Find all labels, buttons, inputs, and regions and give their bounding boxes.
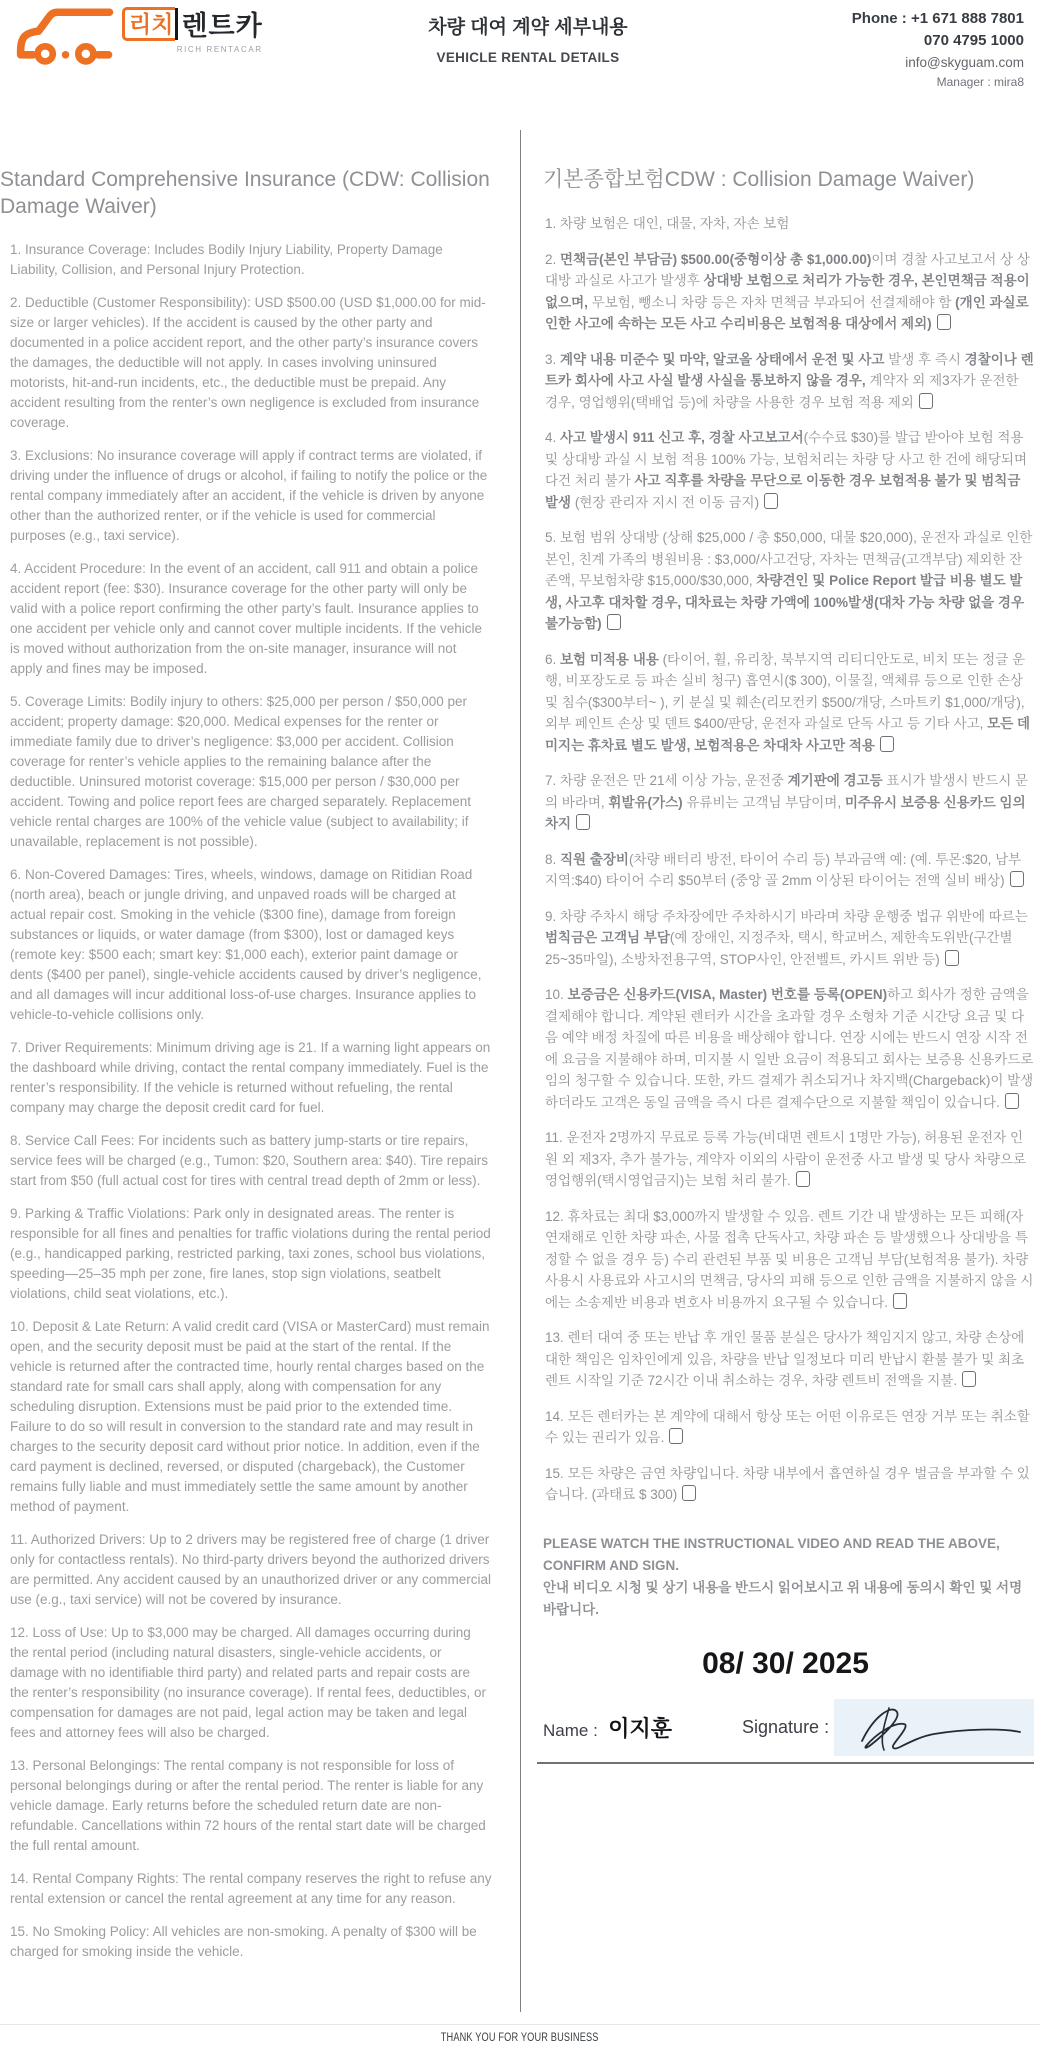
terms-item-kr: 6. 보험 미적용 내용 (타이어, 휠, 유리창, 북부지역 리티디안도로, 비치 또는 정글 운행, 비포장도로 등 파손 실비 청구) 흡연시($ 300), 이물질, 액체류 등으로 인한 손상 및 침수($300부터~ ), 키 분실 및 훼손(리모컨키 $500/개당, 스마트키 $1,000/개당), 외부 페인트 손상 및 덴트 $400/판당, 운전자 과실로 단독 사고 등 기타 사고, 모든 데미지는 휴차료 별도 발생, 보험적용은 차대차 사고만 적용 [545, 651, 1031, 753]
logo-kr-dark: 렌트카 [181, 11, 263, 41]
terms-paragraph: 10. Deposit & Late Return: A valid credit card (VISA or MasterCard) must remain open, and the security deposit must be paid at the start of the rental. If the vehicle is returned after the contracted time, hourly rental charges based on the standard rate for small cars shall apply, along with compensation for any scheduling disruption. Extensions must be paid prior to the extended time. Failure to do so will result in conversion to the standard rate and may result in charges to the security deposit card without prior notice. In addition, even if the card payment is declined, reversed, or disputed (chargeback), the Customer remains fully liable and must immediately settle the same amount by another method of payment. [10, 1319, 490, 1514]
terms-paragraph: 4. Accident Procedure: In the event of an accident, call 911 and obtain a police accident report (fee: $30). Insurance coverage for the other party will only be valid with a police report confirming the other party’s fault. Insurance applies to one accident per vehicle only and cannot cover multiple incidents. If the vehicle is moved without authorization from the on-site manager, insurance will not apply and fines may be imposed. [10, 561, 483, 676]
terms-item-kr: 15. 모든 차량은 금연 차량입니다. 차량 내부에서 흡연하실 경우 벌금을 부과할 수 있습니다. (과태료 $ 300) [545, 1465, 1030, 1502]
notice-korean: 안내 비디오 시청 및 상기 내용을 반드시 읽어보시고 위 내용에 동의시 확인 및 서명 바랍니다. [543, 1579, 1023, 1617]
korean-terms-column [521, 88, 1040, 1764]
terms-paragraph: 3. Exclusions: No insurance coverage will apply if contract terms are violated, if driving under the influence of drugs or alcohol, if failing to notify the police or the rental company immediately after an accident, if the vehicle is driven by anyone other than the authorized renter, or if the vehicle is used for commercial purposes (e.g., taxi service). [10, 448, 488, 543]
terms-item-kr: 9. 차량 주차시 해당 주차장에만 주차하시기 바라며 차량 운행중 법규 위반에 따르는 범칙금은 고객님 부담(예 장애인, 지정주차, 택시, 학교버스, 제한속도위반(구간별 25~35마일), 소방차전용구역, STOP사인, 안전벨트, 카시트 위반 등) [545, 908, 1028, 967]
terms-item-kr: 5. 보험 범위 상대방 (상해 $25,000 / 총 $50,000, 대물 $20,000), 운전자 과실로 인한 본인, 친계 가족의 병원비용 : $3,000/사고건당, 자차는 면책금(고객부담) 제외한 잔존액, 무보험차량 $15,000/$30,000, 차량견인 및 Police Report 발급 비용 별도 발생, 사고후 대차할 경우, 대차료는 차량 가액에 100%발생(대차 가능 차량 없을 경우 불가능함) [545, 530, 1033, 631]
notice-english: PLEASE WATCH THE INSTRUCTIONAL VIDEO AND READ THE ABOVE, CONFIRM AND SIGN. [543, 1535, 1000, 1573]
name-label: Name : [543, 1720, 598, 1740]
phone-secondary: 070 4795 1000 [923, 32, 1024, 49]
document-header [0, 0, 1040, 95]
title-korean: 차량 대여 계약 세부내용 [428, 17, 628, 38]
korean-section-heading: 기본종합보험CDW : Collision Damage Waiver) [543, 168, 975, 191]
english-terms-list [0, 240, 492, 1962]
terms-item-kr: 10. 보증금은 신용카드(VISA, Master) 번호를 등록(OPEN)하고 회사가 정한 금액을 결제해야 합니다. 계약된 렌터카 시간을 초과할 경우 소형차 기준 시간당 요금 및 다음 예약 배정 차질에 따른 비용을 배상해야 합니다. 연장 시에는 반드시 연장 시작 전에 요금을 지불해야 하며, 미지불 시 일반 요금이 적용되고 회사는 보증용 신용카드로 임의 청구할 수 있습니다. 또한, 카드 결제가 취소되거나 차지백(Chargeback)이 발생하더라도 고객은 동일 금액을 즉시 다른 결제수단으로 지불할 책임이 있습니다. [545, 987, 1034, 1110]
checkbox-icon[interactable] [893, 1293, 907, 1309]
signature-underline [537, 1762, 1034, 1764]
footer-divider [0, 2024, 1040, 2025]
checkbox-icon[interactable] [1010, 871, 1024, 887]
signature-notice [537, 1533, 1034, 1621]
terms-item-kr: 12. 휴차료는 최대 $3,000까지 발생할 수 있음. 렌트 기간 내 발생하는 모든 피해(자연재해로 인한 차량 파손, 사물 접촉 단독사고, 차량 파손 등 발생했으나 상대방을 특정할 수 없을 경우 등) 수리 관련된 부품 및 비용은 고객님 부담(보험적용 불가). 차량 사용시 사용료와 사고시의 면책금, 당사의 피해 등으로 인한 금액을 지불하지 않을 시에는 소송제반 비용과 변호사 비용까지 요구될 수 있습니다. [545, 1208, 1034, 1310]
contact-info [852, 8, 1024, 91]
terms-item-kr: 11. 운전자 2명까지 무료로 등록 가능(비대면 렌트시 1명만 가능), 허용된 운전자 인원 외 제3자, 추가 불가능, 계약자 이외의 사람이 운전중 사고 발생 및 당사 차량으로 영업행위(택시영업금지)는 보험 처리 불가. [545, 1130, 1027, 1188]
terms-item-kr: 3. 계약 내용 미준수 및 마약, 알코올 상태에서 운전 및 사고 발생 후 즉시 경찰이나 렌트카 회사에 사고 사실 발생 사실을 통보하지 않을 경우, 계약자 외 제3자가 운전한 경우, 영업행위(택배업 등)에 차량을 사용한 경우 보험 적용 제외 [545, 351, 1034, 410]
phone-primary: Phone : +1 671 888 7801 [851, 10, 1024, 27]
terms-paragraph: 13. Personal Belongings: The rental company is not responsible for loss of personal belongings during or after the rental period. The renter is liable for any vehicle damage. Early returns before the scheduled return date are non-refundable. Cancellations within 72 hours of the rental start date will be charged the full rental amount. [10, 1758, 486, 1853]
checkbox-icon[interactable] [919, 393, 933, 409]
thank-you-text: THANK YOU FOR YOUR BUSINESS [441, 2032, 599, 2044]
terms-paragraph: 12. Loss of Use: Up to $3,000 may be charged. All damages occurring during the rental period (including natural disasters, single-vehicle accidents, or damage with no identifiable third party) and related parts and repair costs are the renter’s responsibility (no insurance coverage). If rental fees, deductibles, or compensation for damages are not paid, legal action may be taken and legal fees and attorney fees will also be charged. [10, 1625, 487, 1740]
checkbox-icon[interactable] [962, 1371, 976, 1387]
terms-paragraph: 8. Service Call Fees: For incidents such as battery jump-starts or tire repairs, service fees will be charged (e.g., Tumon: $20, Southern area: $40). Tire repairs start from $50 (full actual cost for tires with central tread depth of 2mm or less). [10, 1133, 488, 1188]
signature-box[interactable] [834, 1699, 1034, 1756]
contract-date: 08/ 30/ 2025 [702, 1646, 869, 1680]
checkbox-icon[interactable] [607, 614, 621, 630]
signature-row [537, 1699, 1034, 1756]
document-title [428, 12, 627, 65]
terms-paragraph: 11. Authorized Drivers: Up to 2 drivers may be registered free of charge (1 driver only for contactless rentals). No third-party drivers beyond the authorized drivers are permitted. Any accident caused by an unauthorized driver or any commercial use (e.g., taxi service) will not be covered by insurance. [10, 1532, 491, 1607]
logo-kr-orange: 리치 [122, 7, 175, 41]
terms-item-kr: 14. 모든 렌터카는 본 계약에 대해서 항상 또는 어떤 이유로든 연장 거부 또는 취소할 수 있는 권리가 있음. [545, 1408, 1030, 1445]
logo-text [122, 4, 263, 54]
title-english: VEHICLE RENTAL DETAILS [436, 50, 620, 65]
logo-subtitle: RICH RENTACAR [176, 45, 263, 54]
checkbox-icon[interactable] [880, 736, 894, 752]
korean-terms-list [537, 213, 1034, 1506]
checkbox-icon[interactable] [945, 950, 959, 966]
terms-paragraph: 7. Driver Requirements: Minimum driving age is 21. If a warning light appears on the dashboard while driving, contact the rental company immediately. Fuel is the renter’s responsibility. If the vehicle is returned without refueling, the rental company may charge the deposit credit card for fuel. [10, 1040, 491, 1115]
terms-paragraph: 9. Parking & Traffic Violations: Park only in designated areas. The renter is responsible for all fines and penalties for traffic violations during the rental period (e.g., handicapped parking, restricted parking, taxi zones, school bus violations, speeding—25–35 mph per zone, fire lanes, stop sign violations, seatbelt violations, child seat violations, etc.). [10, 1206, 491, 1301]
terms-paragraph: 2. Deductible (Customer Responsibility): USD $500.00 (USD $1,000.00 for mid-size or larger vehicles). If the accident is caused by the other party and documented in a police accident report, and the other party’s insurance covers the damages, the deductible will not apply. In cases involving uninsured motorists, hit-and-run incidents, etc., the deductible must be prepaid. Any accident resulting from the renter’s own negligence is excluded from insurance coverage. [10, 295, 486, 430]
terms-item-kr: 13. 렌터 대여 중 또는 반납 후 개인 물품 분실은 당사가 책임지지 않고, 차량 손상에 대한 책임은 임차인에게 있음, 차량을 반납 일정보다 미리 반납시 환불 불가 및 최초 렌트 시작일 기준 72시간 이내 취소하는 경우, 차량 렌트비 전액을 지불. [545, 1330, 1025, 1388]
car-icon [14, 0, 118, 71]
english-section-heading: Standard Comprehensive Insurance (CDW: Collision Damage Waiver) [0, 168, 490, 218]
terms-paragraph: 5. Coverage Limits: Bodily injury to others: $25,000 per person / $50,000 per accident; property damage: $20,000. Medical expenses for the renter or immediate family due to driver’s negligence: $3,000 per accident. Collision coverage for renter’s vehicle applies to the remaining balance after the deductible. Uninsured motorist coverage: $15,000 per person / $30,000 per accident. Towing and police report fees are charged separately. Replacement vehicle rental charges are 100% of the vehicle value (subject to availability; if unavailable, replacement is not possible). [10, 694, 472, 849]
checkbox-icon[interactable] [1005, 1093, 1019, 1109]
terms-paragraph: 14. Rental Company Rights: The rental company reserves the right to refuse any rental extension or cancel the rental agreement at any time for any reason. [10, 1871, 492, 1906]
english-terms-column [0, 88, 506, 1975]
manager-name: Manager : mira8 [936, 75, 1024, 89]
terms-item-kr: 1. 차량 보험은 대인, 대물, 자차, 자손 보험 [545, 216, 790, 231]
company-logo [14, 0, 263, 71]
signature-field [742, 1699, 1034, 1756]
email-address: info@skyguam.com [905, 55, 1024, 70]
page-footer [0, 2024, 1040, 2044]
terms-paragraph: 6. Non-Covered Damages: Tires, wheels, windows, damage on Ritidian Road (north area), beach or jungle driving, and unpaved roads will be charged at actual repair cost. Smoking in the vehicle ($300 fine), damage from foreign substances or liquids, or water damage (from $300), lost or damaged keys (remote key: $500 each; smart key: $1,000 each), exterior paint damage or dents ($400 per panel), single-vehicle accidents caused by driver’s negligence, and all damages will incur additional loss-of-use charges. Insurance applies to vehicle-to-vehicle collisions only. [10, 867, 482, 1022]
checkbox-icon[interactable] [937, 314, 951, 330]
terms-paragraph: 15. No Smoking Policy: All vehicles are non-smoking. A penalty of $300 will be charged for smoking inside the vehicle. [10, 1924, 477, 1959]
checkbox-icon[interactable] [764, 493, 778, 509]
terms-item-kr: 4. 사고 발생시 911 신고 후, 경찰 사고보고서(수수료 $30)를 발급 받아야 보험 적용 및 상대방 과실 시 보험 적용 100% 가능, 보험처리는 차량 당 사고 한 건에 해당되며 다건 처리 불가 사고 직후를 차량을 무단으로 이동한 경우 보험적용 불가 및 범칙금 발생 (현장 관리자 지시 전 이동 금지) [545, 430, 1028, 510]
renter-name-field [543, 1712, 672, 1743]
terms-item-kr: 2. 면책금(본인 부담금) $500.00(중형이상 총 $1,000.00)이며 경찰 사고보고서 상 상대방 과실로 사고가 발생후 상대방 보험으로 처리가 가능한 경우, 본인면책금 적용이 없으며, 무보험, 뺑소니 차량 등은 자차 면책금 부과되어 선결제해야 함 (개인 과실로 인한 사고에 속하는 모든 사고 수리비용은 보험적용 대상에서 제외) [545, 251, 1030, 331]
checkbox-icon[interactable] [669, 1428, 683, 1444]
signature-scribble-icon [834, 1743, 1034, 1760]
renter-name: 이지훈 [608, 1715, 673, 1741]
checkbox-icon[interactable] [796, 1171, 810, 1187]
logo-divider [175, 8, 178, 40]
checkbox-icon[interactable] [682, 1485, 696, 1501]
terms-item-kr: 7. 차량 운전은 만 21세 이상 가능, 운전중 계기판에 경고등 표시가 발생시 반드시 문의 바라며, 휘발유(가스) 유류비는 고객님 부담이며, 미주유시 보증용 신용카드 임의 차지 [545, 773, 1029, 831]
terms-item-kr: 8. 직원 출장비(차량 배터리 방전, 타이어 수리 등) 부과금액 예: (예. 투몬:$20, 남부지역:$40) 타이어 수리 $50부터 (중앙 골 2mm 이상된 타이어는 전액 실비 배상) [537, 849, 1034, 892]
checkbox-icon[interactable] [576, 814, 590, 830]
terms-paragraph: 1. Insurance Coverage: Includes Bodily Injury Liability, Property Damage Liability, Collision, and Personal Injury Protection. [10, 242, 443, 277]
signature-label: Signature : [742, 1716, 830, 1737]
